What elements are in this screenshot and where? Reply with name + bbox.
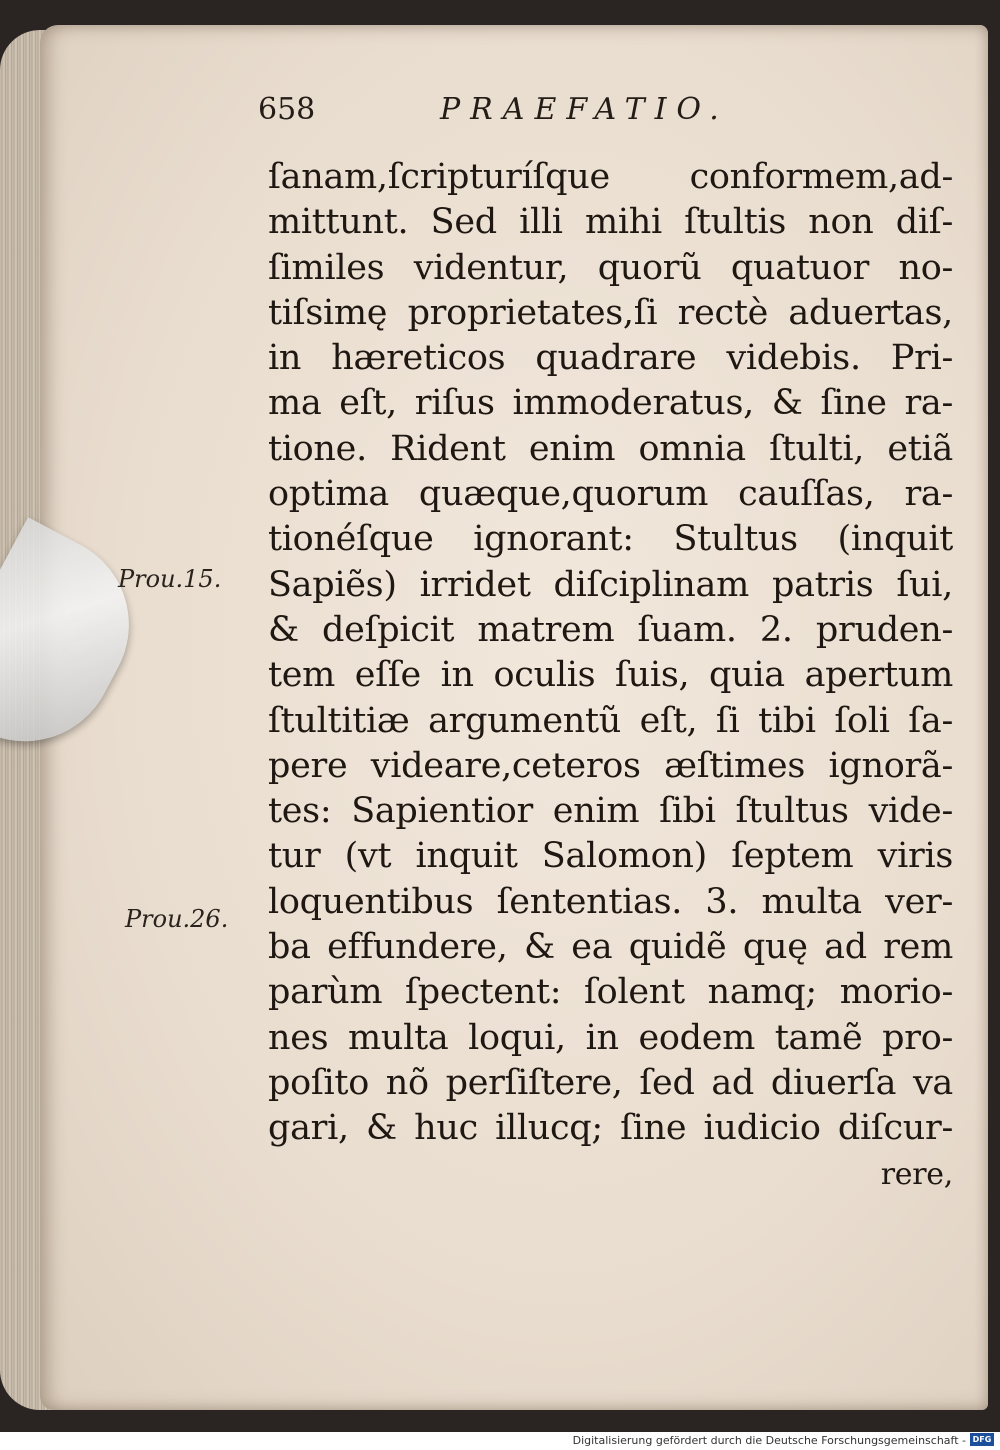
text-line: nes multa loqui, in eodem tamẽ pro- <box>268 1017 953 1058</box>
body-text <box>268 155 953 1197</box>
text-line: ſanam,ſcripturíſque conformem,ad- <box>268 157 953 197</box>
text-line: tione. Rident enim omnia ſtulti, etiã <box>268 428 953 469</box>
dfg-logo-icon: DFG <box>970 1433 994 1446</box>
text-line: in hæreticos quadrare videbis. Pri- <box>268 338 953 379</box>
text-line: optima quæque,quorum cauſſas, ra- <box>268 474 953 515</box>
text-line: mittunt. Sed illi mihi ſtultis non diſ- <box>268 202 953 243</box>
text-line: ſtultitiæ argumentũ eſt, ſi tibi ſoli ſa- <box>268 700 953 741</box>
page-header <box>0 92 1000 142</box>
text-line: tes: Sapientior enim ſibi ſtultus vide- <box>268 791 953 832</box>
running-title: PRAEFATIO. <box>440 92 729 127</box>
catchword: rere, <box>880 1156 953 1192</box>
text-line: ma eſt, riſus immoderatus, & ſine ra- <box>268 383 953 424</box>
text-line: ſimiles videntur, quorũ quatuor no- <box>268 247 953 288</box>
text-line: tem eſſe in oculis ſuis, quia apertum <box>268 655 953 696</box>
text-line: ba effundere, & ea quidẽ quę ad rem <box>268 927 953 968</box>
text-line: Sapiẽs) irridet diſciplinam patris ſui, <box>268 564 953 605</box>
margin-note: Prou.15. <box>118 565 222 593</box>
text-line: gari, & huc illucq; ſine iudicio diſcur- <box>268 1108 953 1149</box>
text-line: loquentibus ſententias. 3. multa ver- <box>268 881 953 922</box>
margin-note: Prou.26. <box>125 905 229 933</box>
text-line: parùm ſpectent: ſolent namq; morio- <box>268 972 953 1013</box>
text-line: tionéſque ignorant: Stultus (inquit <box>268 519 953 560</box>
text-line: & deſpicit matrem ſuam. 2. pruden- <box>268 609 953 650</box>
page-number: 658 <box>258 92 316 127</box>
digitization-credit: Digitalisierung gefördert durch die Deutsche Forschungsgemeinschaft - <box>572 1434 966 1447</box>
text-line: tiſsimę proprietates,ſi rectè aduertas, <box>268 292 953 333</box>
text-line: pere videare,ceteros æſtimes ignorã- <box>268 745 953 786</box>
text-line: tur (vt inquit Salomon) ſeptem viris <box>268 836 953 877</box>
text-line: poſito nõ perſiſtere, ſed ad diuerſa va <box>268 1062 953 1103</box>
